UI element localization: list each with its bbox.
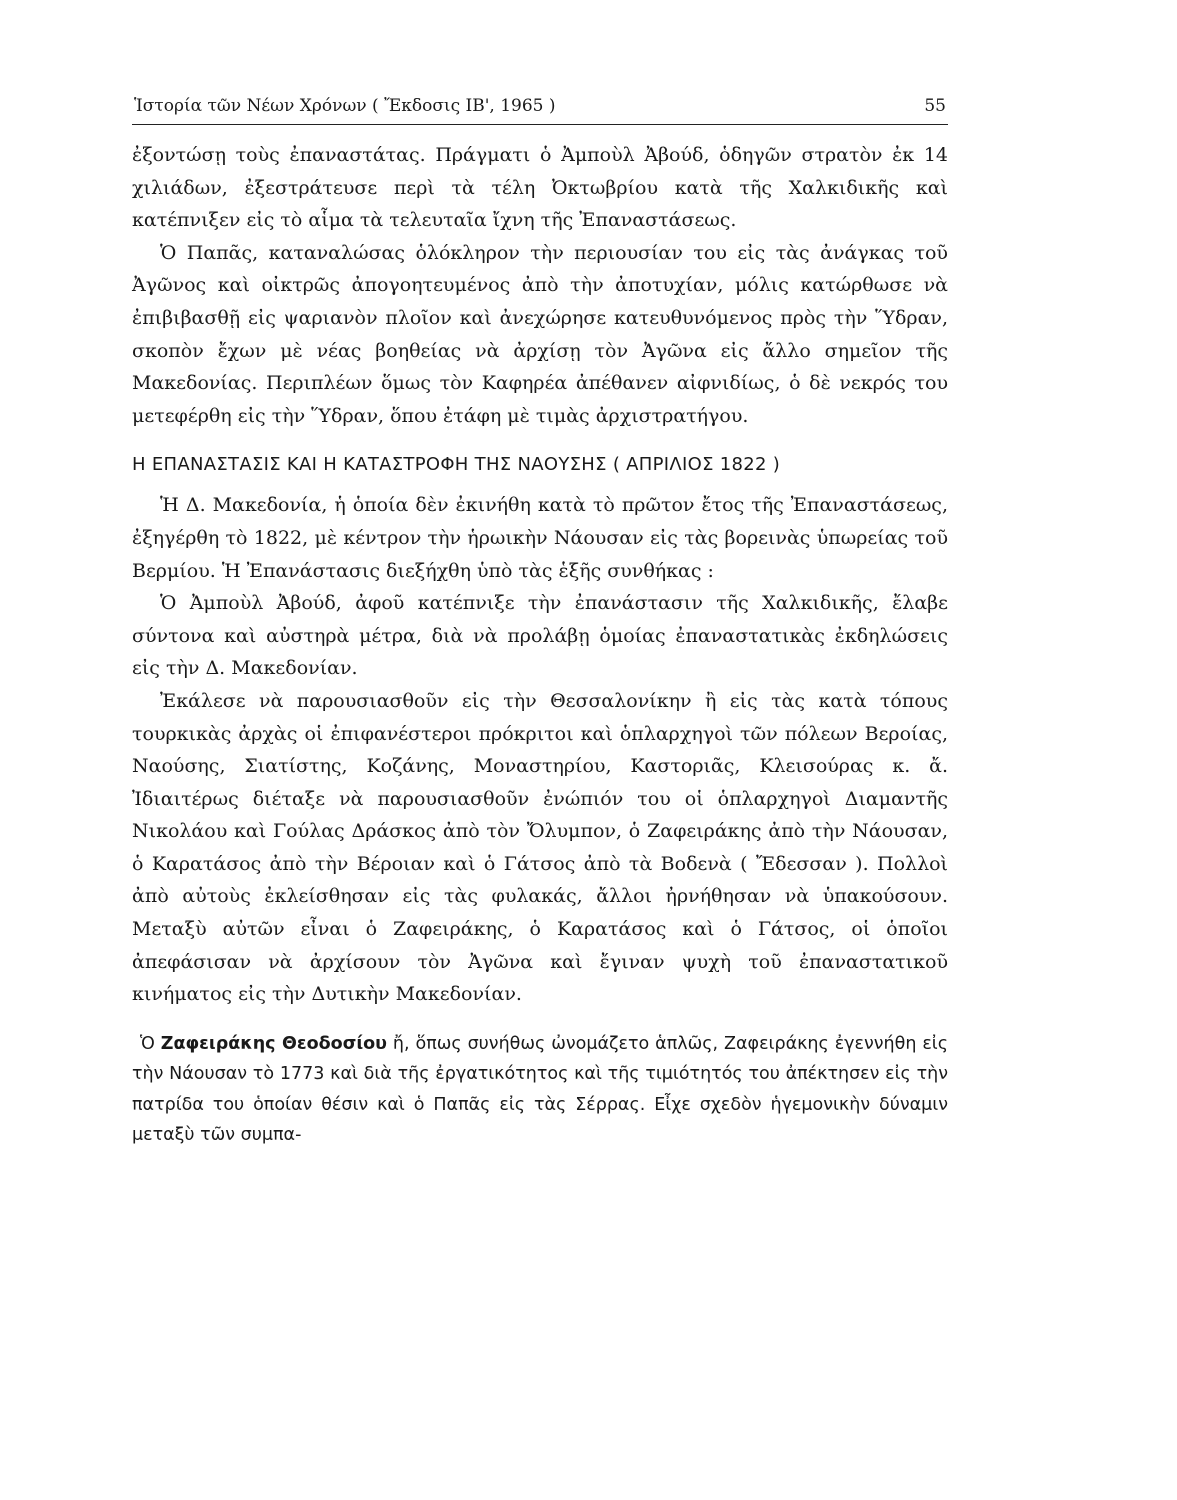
footnote-name: Ζαφειράκης Θεοδοσίου — [160, 1033, 387, 1054]
paragraph-4: Ὁ Ἀμποὺλ Ἀβούδ, ἀφοῦ κατέπνιξε τὴν ἐπανάστασιν τῆς Χαλκιδικῆς, ἔλαβε σύντονα καὶ αὐστηρὰ μέτρα, διὰ νὰ προλάβῃ ὁμοίας ἐπαναστατικὰς ἐκδηλώσεις εἰς τὴν Δ. Μακεδονίαν. — [132, 592, 948, 680]
running-header — [132, 96, 948, 125]
footnote-lead: Ὁ — [140, 1033, 155, 1054]
book-title: Ἱστορία τῶν Νέων Χρόνων ( Ἔκδοσις ΙΒ', 1965 ) — [134, 96, 556, 116]
paragraph-1: ἐξοντώσῃ τοὺς ἐπαναστάτας. Πράγματι ὁ Ἀμποὺλ Ἀβούδ, ὁδηγῶν στρατὸν ἐκ 14 χιλιάδων, ἐξεστράτευσε περὶ τὰ τέλη Ὀκτωβρίου κατὰ τῆς Χαλκιδικῆς καὶ κατέπνιξεν εἰς τὸ αἷμα τὰ τελευταῖα ἴχνη τῆς Ἐπαναστάσεως. — [132, 144, 948, 232]
footnote — [132, 1029, 948, 1151]
paragraph-2: Ὁ Παπᾶς, καταναλώσας ὁλόκληρον τὴν περιουσίαν του εἰς τὰς ἀνάγκας τοῦ Ἀγῶνος καὶ οἰκτρῶς ἀπογοητευμένος ἀπὸ τὴν ἀποτυχίαν, μόλις κατώρθωσε νὰ ἐπιβιβασθῇ εἰς ψαριανὸν πλοῖον καὶ ἀνεχώρησε κατευθυνόμενος πρὸς τὴν Ὕδραν, σκοπὸν ἔχων μὲ νέας βοηθείας νὰ ἀρχίσῃ τὸν Ἀγῶνα εἰς ἄλλο σημεῖον τῆς Μακεδονίας. Περιπλέων ὅμως τὸν Καφηρέα ἀπέθανεν αἰφνιδίως, ὁ δὲ νεκρός του μετεφέρθη εἰς τὴν Ὕδραν, ὅπου ἐτάφη μὲ τιμὰς ἀρχιστρατήγου. — [132, 241, 948, 427]
book-page — [132, 96, 948, 1151]
footnote-text: ἤ, ὅπως συνήθως ὠνομάζετο ἁπλῶς, Ζαφειράκης ἐγεννήθη εἰς τὴν Νάουσαν τὸ 1773 καὶ διὰ τῆς ἐργατικότητος καὶ τῆς τιμιότητός του ἀπέκτησεν εἰς τὴν πατρίδα του ὁποίαν θέσιν καὶ ὁ Παπᾶς εἰς τὰς Σέρρας. Εἶχε σχεδὸν ἡγεμονικὴν δύναμιν μεταξὺ τῶν συμπα- — [132, 1033, 948, 1146]
paragraph-5: Ἐκάλεσε νὰ παρουσιασθοῦν εἰς τὴν Θεσσαλονίκην ἢ εἰς τὰς κατὰ τόπους τουρκικὰς ἀρχὰς οἱ ἐπιφανέστεροι πρόκριτοι καὶ ὁπλαρχηγοὶ τῶν πόλεων Βεροίας, Ναούσης, Σιατίστης, Κοζάνης, Μοναστηρίου, Καστοριᾶς, Κλεισούρας κ. ἄ. Ἰδιαιτέρως διέταξε νὰ παρουσιασθοῦν ἐνώπιόν του οἱ ὁπλαρχηγοὶ Διαμαντῆς Νικολάου καὶ Γούλας Δράσκος ἀπὸ τὸν Ὄλυμπον, ὁ Ζαφειράκης ἀπὸ τὴν Νάουσαν, ὁ Καρατάσος ἀπὸ τὴν Βέροιαν καὶ ὁ Γάτσος ἀπὸ τὰ Βοδενὰ ( Ἔδεσσαν ). Πολλοὶ ἀπὸ αὐτοὺς ἐκλείσθησαν εἰς τὰς φυλακάς, ἄλλοι ἠρνήθησαν νὰ ὑπακούσουν. Μεταξὺ αὐτῶν εἶναι ὁ Ζαφειράκης, ὁ Καρατάσος καὶ ὁ Γάτσος, οἱ ὁποῖοι ἀπεφάσισαν νὰ ἀρχίσουν τὸν Ἀγῶνα καὶ ἔγιναν ψυχὴ τοῦ ἐπαναστατικοῦ κινήματος εἰς τὴν Δυτικὴν Μακεδονίαν. — [132, 689, 948, 1006]
section-heading: Η ΕΠΑΝΑΣΤΑΣΙΣ ΚΑΙ Η ΚΑΤΑΣΤΡΟΦΗ ΤΗΣ ΝΑΟΥΣΗΣ ( ΑΠΡΙΛΙΟΣ 1822 ) — [132, 454, 781, 476]
page-number: 55 — [924, 96, 946, 116]
paragraph-3: Ἡ Δ. Μακεδονία, ἡ ὁποία δὲν ἐκινήθη κατὰ τὸ πρῶτον ἔτος τῆς Ἐπαναστάσεως, ἐξηγέρθη τὸ 1822, μὲ κέντρον τὴν ἡρωικὴν Νάουσαν εἰς τὰς βορεινὰς ὑπωρείας τοῦ Βερμίου. Ἡ Ἐπανάστασις διεξήχθη ὑπὸ τὰς ἑξῆς συνθήκας : — [132, 494, 948, 582]
